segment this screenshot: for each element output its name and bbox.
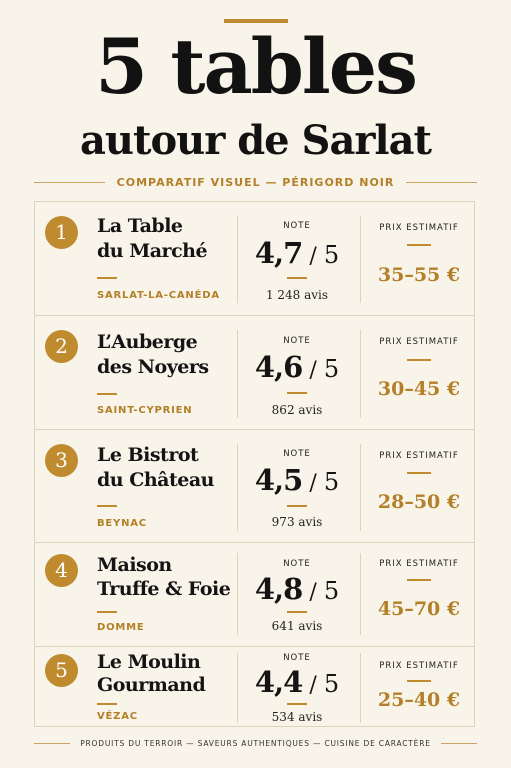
restaurant-row <box>35 646 474 726</box>
rank-badge: 1 <box>45 216 78 249</box>
comparison-table <box>34 201 475 727</box>
price-range: 30–45 € <box>377 378 461 400</box>
restaurant-name <box>97 651 237 697</box>
score <box>237 572 357 606</box>
restaurant-name-line1: La Table <box>97 215 183 237</box>
review-count: 641 avis <box>271 619 323 633</box>
score-value: 4,7 <box>254 236 303 270</box>
score-slash: / <box>309 580 317 605</box>
restaurant-name <box>97 330 237 380</box>
footer-text: PRODUITS DU TERROIR — SAVEURS AUTHENTIQUES — CUISINE DE CARACTÈRE <box>80 738 431 748</box>
price-label: PRIX ESTIMATIF <box>379 661 459 671</box>
score-denominator: 5 <box>323 577 340 605</box>
page-subtitle: autour de Sarlat <box>79 117 432 164</box>
score <box>237 350 357 384</box>
tagline: COMPARATIF VISUEL — PÉRIGORD NOIR <box>116 175 395 189</box>
rank-badge: 5 <box>45 654 78 687</box>
score-dash <box>287 703 307 705</box>
price-range: 28–50 € <box>377 491 461 513</box>
review-count: 973 avis <box>271 515 323 529</box>
price-dash <box>407 244 431 246</box>
price-dash <box>407 680 431 682</box>
score-slash: / <box>309 673 317 698</box>
restaurant-row <box>35 315 474 429</box>
price-label: PRIX ESTIMATIF <box>379 451 459 461</box>
price-label: PRIX ESTIMATIF <box>379 223 459 233</box>
score <box>237 665 357 699</box>
price-range: 45–70 € <box>377 598 461 620</box>
name-dash <box>97 505 117 507</box>
score-denominator: 5 <box>323 241 340 269</box>
name-dash <box>97 611 117 613</box>
restaurant-row <box>35 429 474 542</box>
name-dash <box>97 277 117 279</box>
score-denominator: 5 <box>323 670 340 698</box>
price-dash <box>407 359 431 361</box>
restaurant-town: VÉZAC <box>97 711 138 722</box>
note-label: NOTE <box>283 336 311 346</box>
divider-left <box>34 743 70 744</box>
score-slash: / <box>309 358 317 383</box>
score-value: 4,8 <box>254 572 303 606</box>
review-count: 534 avis <box>271 710 323 724</box>
review-count: 862 avis <box>271 403 323 417</box>
price-label: PRIX ESTIMATIF <box>379 337 459 347</box>
restaurant-row <box>35 542 474 646</box>
review-count: 1 248 avis <box>265 288 329 302</box>
score-slash: / <box>309 244 317 269</box>
score <box>237 236 357 270</box>
restaurant-town: BEYNAC <box>97 518 147 529</box>
divider-left <box>34 182 105 183</box>
restaurant-name-line2: Gourmand <box>97 674 206 696</box>
note-label: NOTE <box>283 653 311 663</box>
name-dash <box>97 703 117 705</box>
score-value: 4,6 <box>254 350 303 384</box>
restaurant-name <box>97 443 237 493</box>
restaurant-town: SARLAT-LA-CANÉDA <box>97 290 220 301</box>
score-dash <box>287 392 307 394</box>
restaurant-name-line2: du Marché <box>97 240 208 262</box>
score-denominator: 5 <box>323 468 340 496</box>
rank-badge: 4 <box>45 554 78 587</box>
footer <box>34 735 477 751</box>
score-dash <box>287 611 307 613</box>
price-dash <box>407 472 431 474</box>
note-label: NOTE <box>283 559 311 569</box>
restaurant-town: SAINT-CYPRIEN <box>97 405 193 416</box>
restaurant-name <box>97 214 237 264</box>
score-slash: / <box>309 471 317 496</box>
restaurant-name <box>97 553 237 601</box>
restaurant-name-line1: L’Auberge <box>97 331 198 353</box>
tagline-row <box>34 172 477 192</box>
price-dash <box>407 579 431 581</box>
divider-right <box>406 182 477 183</box>
restaurant-name-line2: du Château <box>97 469 214 491</box>
score-value: 4,4 <box>254 665 303 699</box>
score-denominator: 5 <box>323 355 340 383</box>
restaurant-name-line2: Truffe & Foie <box>97 578 231 600</box>
restaurant-name-line2: des Noyers <box>97 356 209 378</box>
price-label: PRIX ESTIMATIF <box>379 559 459 569</box>
restaurant-row <box>35 202 474 315</box>
score-dash <box>287 277 307 279</box>
page-title: 5 tables <box>95 22 416 111</box>
divider-right <box>441 743 477 744</box>
score <box>237 463 357 497</box>
restaurant-name-line1: Le Moulin <box>97 651 201 673</box>
rank-badge: 2 <box>45 330 78 363</box>
rank-badge: 3 <box>45 444 78 477</box>
note-label: NOTE <box>283 221 311 231</box>
price-range: 35–55 € <box>377 264 461 286</box>
price-range: 25–40 € <box>377 689 461 711</box>
score-dash <box>287 505 307 507</box>
restaurant-town: DOMME <box>97 622 145 633</box>
score-value: 4,5 <box>254 463 303 497</box>
name-dash <box>97 393 117 395</box>
restaurant-name-line1: Le Bistrot <box>97 444 199 466</box>
note-label: NOTE <box>283 449 311 459</box>
restaurant-name-line1: Maison <box>97 554 172 576</box>
